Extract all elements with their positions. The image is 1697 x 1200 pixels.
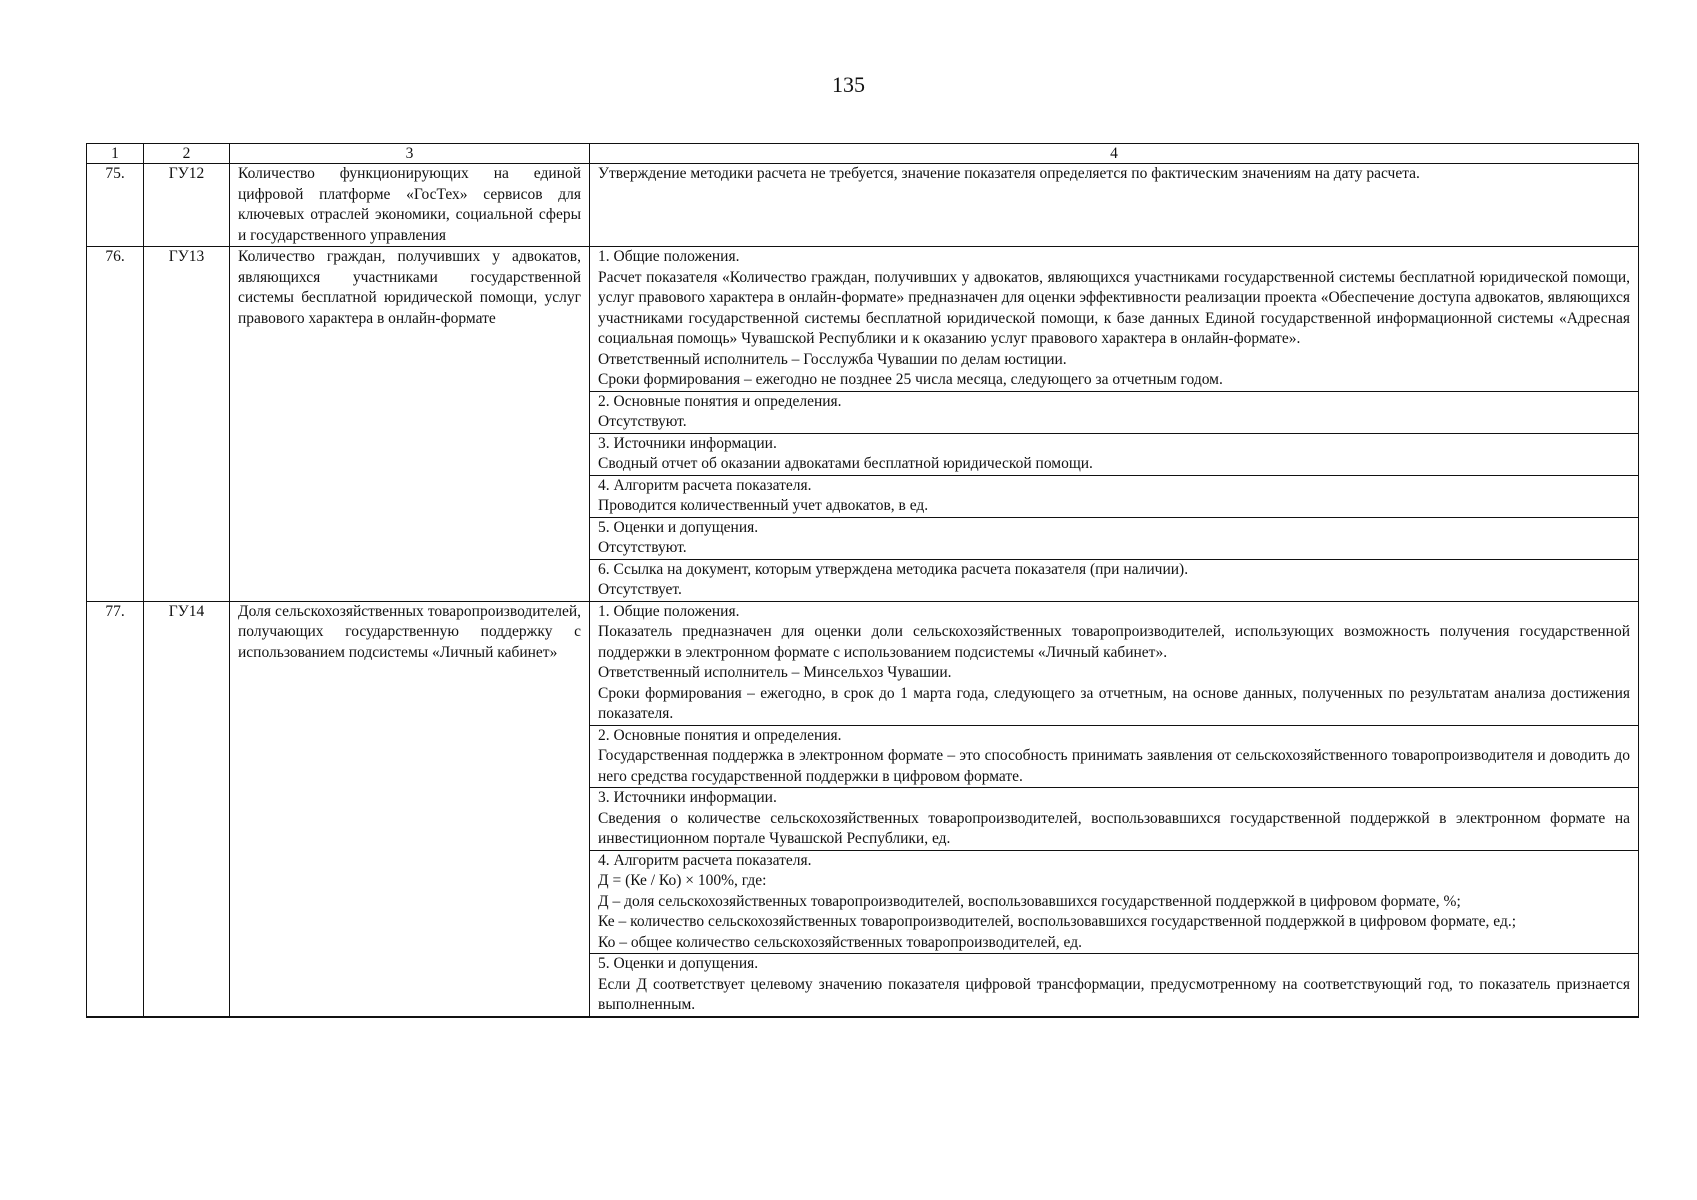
methodology-line: Ответственный исполнитель – Минсельхоз Чувашии. <box>598 664 952 681</box>
methodology-line: Если Д соответствует целевому значению показателя цифровой трансформации, предусмотренному на соответствующий год, то показатель признается выполненным. <box>598 975 1630 1013</box>
row-number: 75. <box>87 164 144 247</box>
methodology-section <box>590 391 1638 433</box>
table-row <box>87 247 1639 602</box>
methodology-section <box>590 517 1638 559</box>
methodology-section <box>590 164 1638 185</box>
indicator-code: ГУ12 <box>144 164 230 247</box>
methodology-line: 5. Оценки и допущения. <box>598 955 759 972</box>
methodology-line: 1. Общие положения. <box>598 602 740 620</box>
methodology-section <box>590 953 1638 1016</box>
methodology-line: Расчет показателя «Количество граждан, получивших у адвокатов, являющихся участниками государственной системы бесплатной юридической помощи, услуг правового характера в онлайн-формате» предназначен для оценки эффективности реализации проекта «Обеспечение доступа адвокатов, являющихся участниками государственной системы бесплатной юридической помощи, к базе данных Единой государственной информационной системы «Адресная социальная помощь» Чувашской Республики и к оказанию услуг правового характера в онлайн-формате». <box>598 268 1630 347</box>
methodology-line: Сроки формирования – ежегодно не позднее 25 числа месяца, следующего за отчетным годом. <box>598 371 1223 388</box>
methodology-line: Сроки формирования – ежегодно, в срок до 1 марта года, следующего за отчетным, на основе данных, полученных по результатам анализа достижения показателя. <box>598 684 1630 722</box>
methodology-line: Показатель предназначен для оценки доли сельскохозяйственных товаропроизводителей, использующих возможность получения государственной поддержки в электронном формате с использованием подсистемы «Личный кабинет». <box>598 623 1630 661</box>
table-row <box>87 164 1639 247</box>
methodology-line: Ко – общее количество сельскохозяйственных товаропроизводителей, ед. <box>598 933 1082 951</box>
methodology-line: 4. Алгоритм расчета показателя. <box>598 851 812 869</box>
methodology-line: Д – доля сельскохозяйственных товаропроизводителей, воспользовавшихся государственной поддержкой в цифровом формате, %; <box>598 892 1461 910</box>
methodology-section <box>590 602 1638 725</box>
header-col-3: 3 <box>230 144 590 164</box>
methodology-line: Проводится количественный учет адвокатов, в ед. <box>598 497 929 514</box>
page-number: 135 <box>832 72 865 97</box>
methodology-line: Отсутствуют. <box>598 539 687 556</box>
header-col-2: 2 <box>144 144 230 164</box>
header-col-4: 4 <box>590 144 1639 164</box>
methodology-line: 3. Источники информации. <box>598 434 777 452</box>
methodology-line: 6. Ссылка на документ, которым утверждена методика расчета показателя (при наличии). <box>598 560 1189 578</box>
methodology-line: 5. Оценки и допущения. <box>598 518 759 536</box>
indicator-code: ГУ13 <box>144 247 230 602</box>
methodology-line: Д = (Ке / Ко) × 100%, где: <box>598 872 767 889</box>
methodology-line: Сводный отчет об оказании адвокатами бесплатной юридической помощи. <box>598 455 1093 472</box>
methodology-line: Утверждение методики расчета не требуется, значение показателя определяется по фактическим значениям на дату расчета. <box>598 165 1420 182</box>
indicator-name: Количество функционирующих на единой цифровой платформе «ГосТех» сервисов для ключевых отраслей экономики, социальной сферы и государственного управления <box>230 164 590 247</box>
methodology-cell <box>590 164 1639 247</box>
row-number: 76. <box>87 247 144 602</box>
methodology-line: 2. Основные понятия и определения. <box>598 726 842 744</box>
indicator-name: Доля сельскохозяйственных товаропроизводителей, получающих государственную поддержку с использованием подсистемы «Личный кабинет» <box>230 601 590 1017</box>
methodology-section <box>590 787 1638 850</box>
methodology-line: 3. Источники информации. <box>598 789 777 806</box>
methodology-section <box>590 475 1638 517</box>
methodology-section <box>590 850 1638 954</box>
methodology-section <box>590 433 1638 475</box>
methodology-line: Отсутствуют. <box>598 413 687 430</box>
indicator-code: ГУ14 <box>144 601 230 1017</box>
methodology-line: 2. Основные понятия и определения. <box>598 392 842 410</box>
methodology-line: Государственная поддержка в электронном формате – это способность принимать заявления от сельскохозяйственного товаропроизводителя и доводить до него средства государственной поддержки в цифровом формате. <box>598 747 1630 785</box>
indicator-table <box>86 143 1639 1018</box>
methodology-line: Сведения о количестве сельскохозяйственных товаропроизводителей, воспользовавшихся государственной поддержкой в электронном формате на инвестиционном портале Чувашской Республики, ед. <box>598 809 1630 847</box>
methodology-line: 4. Алгоритм расчета показателя. <box>598 476 812 494</box>
methodology-cell <box>590 247 1639 602</box>
methodology-line: Ответственный исполнитель – Госслужба Чувашии по делам юстиции. <box>598 350 1067 368</box>
header-col-1: 1 <box>87 144 144 164</box>
methodology-section <box>590 725 1638 788</box>
methodology-line: Ке – количество сельскохозяйственных товаропроизводителей, воспользовавшихся государственной поддержкой в цифровом формате, ед.; <box>598 913 1517 930</box>
methodology-line: 1. Общие положения. <box>598 248 740 265</box>
methodology-line: Отсутствует. <box>598 581 682 598</box>
methodology-section <box>590 559 1638 601</box>
methodology-cell <box>590 601 1639 1017</box>
table-row <box>87 601 1639 1017</box>
table-header-row <box>87 144 1639 164</box>
methodology-section <box>590 247 1638 391</box>
row-number: 77. <box>87 601 144 1017</box>
indicator-name: Количество граждан, получивших у адвокатов, являющихся участниками государственной системы бесплатной юридической помощи, услуг правового характера в онлайн-формате <box>230 247 590 602</box>
